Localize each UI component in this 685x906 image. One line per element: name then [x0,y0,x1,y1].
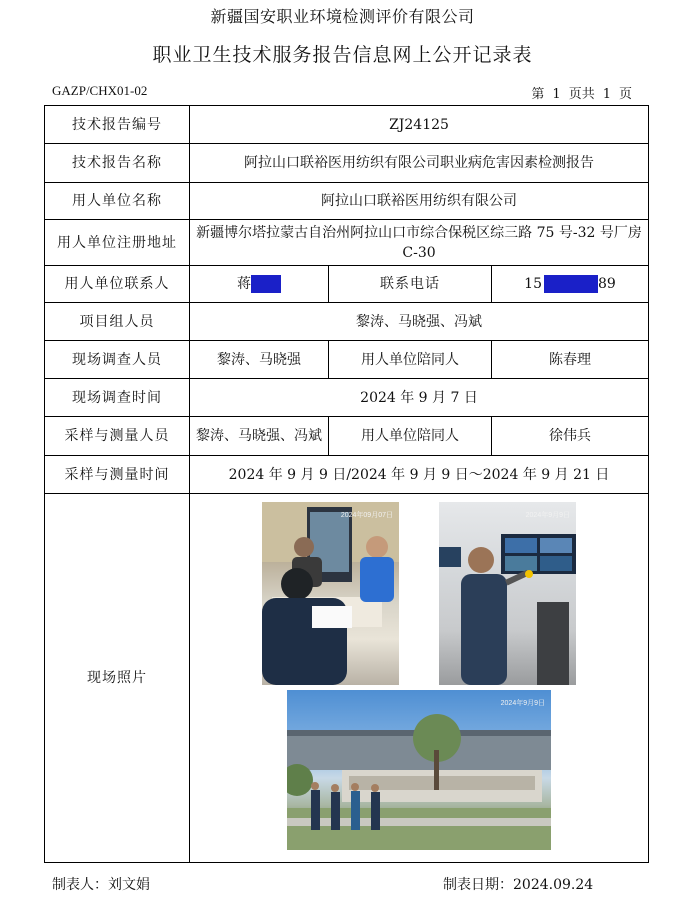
project-members-label: 项目组人员 [45,303,190,341]
survey-companion-value: 陈春理 [492,341,649,379]
monitoring-scene-image [439,502,576,685]
document-title: 职业卫生技术服务报告信息网上公开记录表 [152,44,533,66]
page-label-mid: 页共 [568,87,595,102]
report-no-value: ZJ24125 [190,106,649,144]
photos-cell [190,494,649,863]
sampling-companion-value: 徐伟兵 [492,417,649,456]
sampling-time-value: 2024 年 9 月 9 日/2024 年 9 月 9 日～2024 年 9 月 21 日 [190,456,649,494]
table-row [45,183,649,220]
employer-address-label: 用人单位注册地址 [45,220,190,266]
page-indicator [527,83,636,102]
page-label-post: 页 [618,87,632,102]
phone-label: 联系电话 [329,266,492,303]
survey-time-label: 现场调查时间 [45,379,190,417]
redaction-bar [251,275,281,293]
office-scene-image [262,502,399,685]
site-photo-monitoring [439,502,576,685]
page-total: 1 [602,87,611,102]
photo-timestamp: 2024年9月9日 [500,700,545,707]
table-row [45,106,649,144]
report-name-value: 阿拉山口联裕医用纺织有限公司职业病危害因素检测报告 [190,144,649,183]
redaction-bar [544,275,598,293]
photos-label: 现场照片 [45,494,190,863]
contact-name: 蒋 [237,276,251,292]
report-name-label: 技术报告名称 [45,144,190,183]
phone-prefix: 15 [524,276,542,292]
prepared-by: 制表人：刘文娟 [52,877,150,893]
sampling-staff-label: 采样与测量人员 [45,417,190,456]
survey-staff-value: 黎涛、马晓强 [190,341,329,379]
employer-contact-label: 用人单位联系人 [45,266,190,303]
table-row [45,417,649,456]
page-label-pre: 第 [531,87,545,102]
company-name: 新疆国安职业环境检测评价有限公司 [210,7,475,26]
survey-companion-label: 用人单位陪同人 [329,341,492,379]
employer-address-value: 新疆博尔塔拉蒙古自治州阿拉山口市综合保税区综三路 75 号-32 号厂房 C-30 [190,220,649,266]
table-row [45,494,649,863]
table-row [45,456,649,494]
sampling-companion-label: 用人单位陪同人 [329,417,492,456]
employer-name-value: 阿拉山口联裕医用纺织有限公司 [190,183,649,220]
report-no-label: 技术报告编号 [45,106,190,144]
project-members-value: 黎涛、马晓强、冯斌 [190,303,649,341]
phone-value [492,266,649,303]
table-row [45,220,649,266]
prepared-date: 制表日期：2024.09.24 [443,877,594,893]
sampling-time-label: 采样与测量时间 [45,456,190,494]
site-photo-factory [287,690,551,850]
employer-contact-value [190,266,329,303]
record-table [44,105,649,863]
table-row [45,341,649,379]
survey-time-value: 2024 年 9 月 7 日 [190,379,649,417]
phone-suffix: 89 [598,276,616,292]
survey-staff-label: 现场调查人员 [45,341,190,379]
sampling-staff-value: 黎涛、马晓强、冯斌 [190,417,329,456]
page-current: 1 [552,87,561,102]
photo-area [190,494,648,862]
photo-timestamp: 2024年9月9日 [525,512,570,519]
photo-timestamp: 2024年09月07日 [340,512,393,519]
table-row [45,303,649,341]
table-row [45,144,649,183]
employer-name-label: 用人单位名称 [45,183,190,220]
table-row [45,266,649,303]
factory-scene-image [287,690,551,850]
site-photo-office [262,502,399,685]
table-row [45,379,649,417]
form-code: GAZP/CHX01-02 [52,83,148,98]
